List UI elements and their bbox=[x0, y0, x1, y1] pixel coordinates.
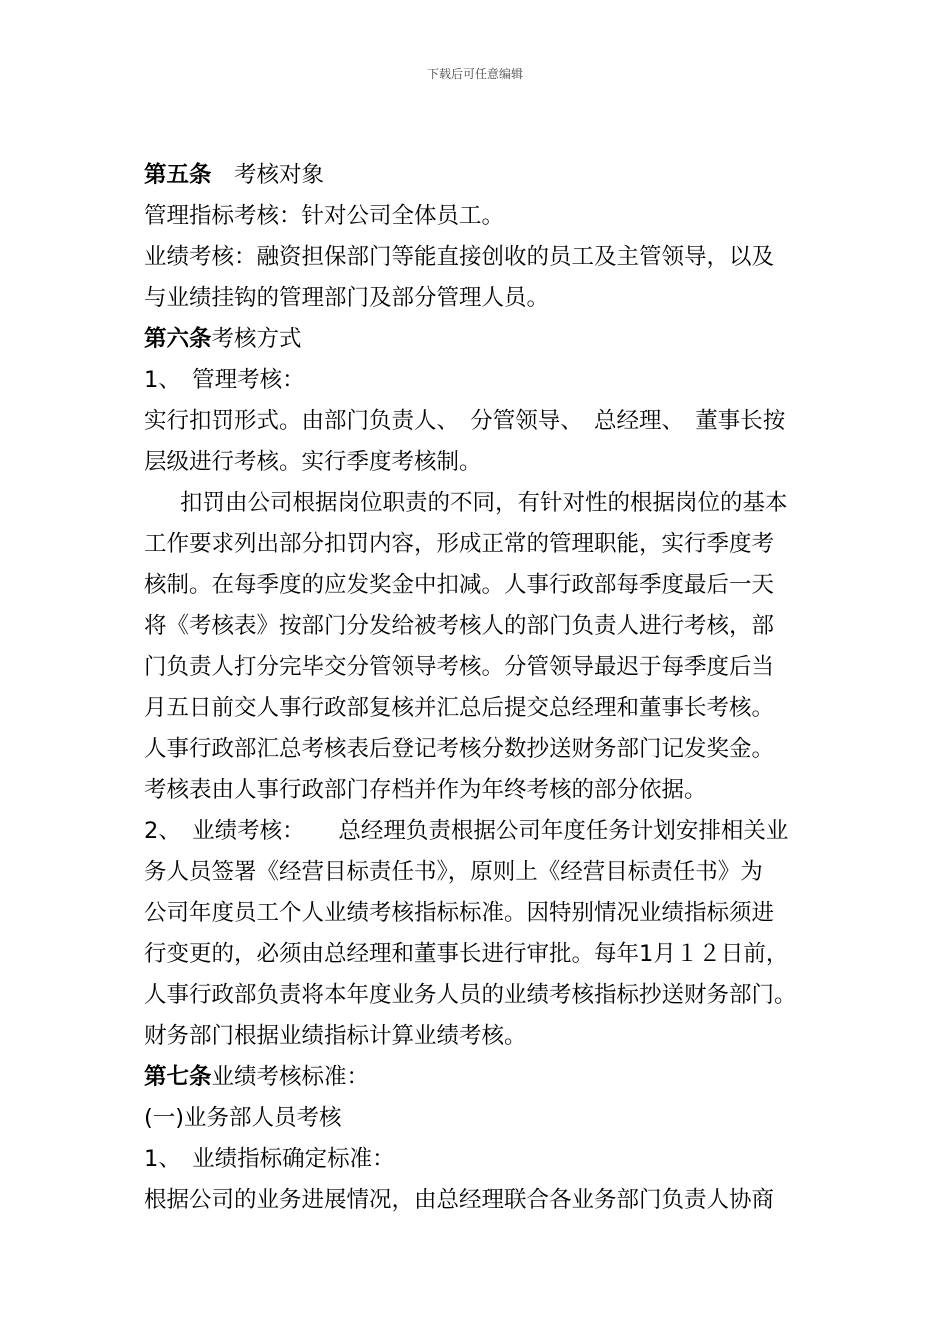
text-line bbox=[144, 811, 844, 852]
line-text: 核制。在每季度的应发奖金中扣减。人事行政部每季度最后一天 bbox=[144, 572, 775, 598]
text-line bbox=[144, 893, 844, 934]
line-text: 人事行政部负责将本年度业务人员的业绩考核指标抄送财务部门。 bbox=[144, 982, 797, 1008]
text-line bbox=[144, 606, 844, 647]
text-line bbox=[144, 196, 844, 237]
line-text: 月五日前交人事行政部复核并汇总后提交总经理和董事长考核。 bbox=[144, 695, 775, 721]
text-line bbox=[144, 770, 844, 811]
line-text: 考核对象 bbox=[211, 162, 325, 188]
document-body bbox=[144, 155, 844, 1221]
text-line bbox=[144, 237, 844, 278]
line-text: 1、 管理考核： bbox=[144, 367, 305, 393]
text-line bbox=[144, 975, 844, 1016]
line-text: (一)业务部人员考核 bbox=[144, 1105, 342, 1131]
text-line bbox=[144, 155, 844, 196]
text-line bbox=[144, 442, 844, 483]
text-line bbox=[144, 1098, 844, 1139]
line-text: 业绩考核：融资担保部门等能直接创收的员工及主管领导，以及 bbox=[144, 244, 775, 270]
text-line bbox=[144, 934, 844, 975]
text-line bbox=[144, 360, 844, 401]
line-text: 公司年度员工个人业绩考核指标标准。因特别情况业绩指标须进 bbox=[144, 900, 775, 926]
line-text: 1、 业绩指标确定标准： bbox=[144, 1146, 395, 1172]
text-line bbox=[144, 278, 844, 319]
line-text: 务人员签署《经营目标责任书》，原则上《经营目标责任书》为 bbox=[144, 859, 763, 885]
text-line bbox=[144, 565, 844, 606]
line-text: 财务部门根据业绩指标计算业绩考核。 bbox=[144, 1023, 527, 1049]
line-text: 行变更的，必须由总经理和董事长进行审批。每年1月１２日前， bbox=[144, 941, 789, 967]
text-line bbox=[144, 852, 844, 893]
text-line bbox=[144, 319, 844, 360]
line-text: 工作要求列出部分扣罚内容，形成正常的管理职能，实行季度考 bbox=[144, 531, 775, 557]
text-line bbox=[144, 483, 844, 524]
line-text: 业绩考核标准： bbox=[211, 1064, 370, 1090]
line-text: 管理指标考核：针对公司全体员工。 bbox=[144, 203, 505, 229]
line-text: 将《考核表》按部门分发给被考核人的部门负责人进行考核，部 bbox=[144, 613, 775, 639]
line-text: 层级进行考核。实行季度考核制。 bbox=[144, 449, 482, 475]
text-line bbox=[144, 524, 844, 565]
line-text: 2、 业绩考核： 总经理负责根据公司年度任务计划安排相关业 bbox=[144, 818, 789, 844]
article-heading: 第六条 bbox=[144, 326, 212, 352]
text-line bbox=[144, 1139, 844, 1180]
text-line bbox=[144, 1180, 844, 1221]
text-line bbox=[144, 647, 844, 688]
line-text: 考核方式 bbox=[211, 326, 302, 352]
article-heading: 第七条 bbox=[144, 1064, 212, 1090]
line-text: 人事行政部汇总考核表后登记考核分数抄送财务部门记发奖金。 bbox=[144, 736, 775, 762]
text-line bbox=[144, 401, 844, 442]
line-text: 考核表由人事行政部门存档并作为年终考核的部分依据。 bbox=[144, 777, 707, 803]
text-line bbox=[144, 1016, 844, 1057]
line-text: 根据公司的业务进展情况，由总经理联合各业务部门负责人协商 bbox=[144, 1187, 775, 1213]
line-text: 门负责人打分完毕交分管领导考核。分管领导最迟于每季度后当 bbox=[144, 654, 775, 680]
line-text: 与业绩挂钩的管理部门及部分管理人员。 bbox=[144, 285, 550, 311]
line-text: 实行扣罚形式。由部门负责人、 分管领导、 总经理、 董事长按 bbox=[144, 408, 786, 434]
text-line bbox=[144, 1057, 844, 1098]
page-header: 下载后可任意编辑 bbox=[426, 67, 523, 81]
article-heading: 第五条 bbox=[144, 162, 212, 188]
text-line bbox=[144, 729, 844, 770]
text-line bbox=[144, 688, 844, 729]
line-text: 扣罚由公司根据岗位职责的不同，有针对性的根据岗位的基本 bbox=[180, 490, 788, 516]
